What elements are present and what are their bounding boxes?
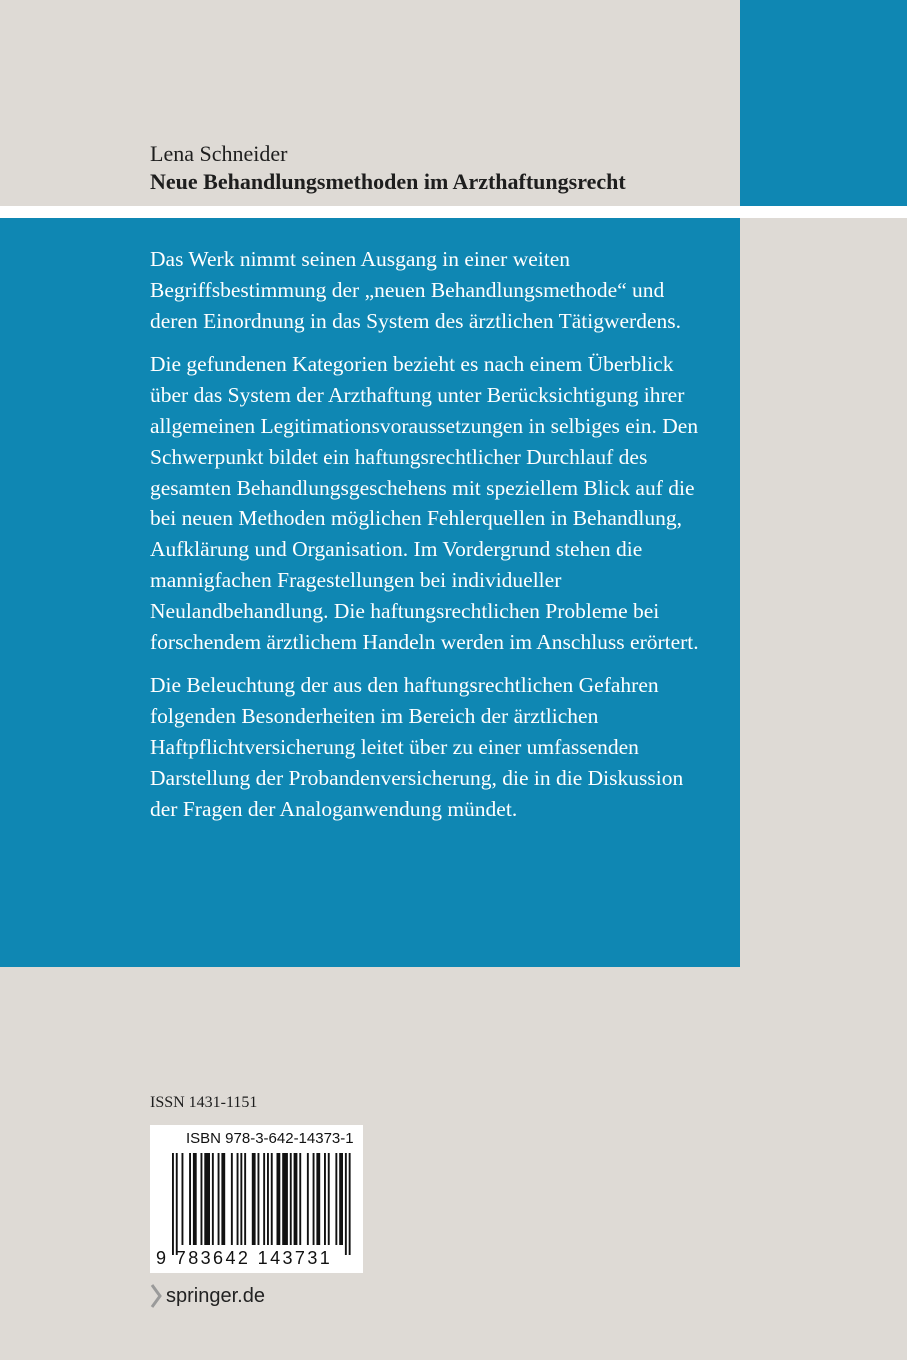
barcode-bar <box>349 1153 351 1255</box>
barcode-bar <box>212 1153 214 1245</box>
issn-label: ISSN 1431-1151 <box>150 1094 258 1111</box>
cover-header <box>150 140 735 196</box>
barcode-bar <box>176 1153 178 1255</box>
barcode-bar <box>258 1153 260 1245</box>
barcode-bar <box>240 1153 242 1245</box>
author-name: Lena Schneider <box>150 141 288 166</box>
barcode-bar <box>252 1153 256 1245</box>
barcode-bar <box>324 1153 326 1245</box>
publisher-link[interactable] <box>150 1283 265 1309</box>
barcode-bar <box>189 1153 191 1245</box>
isbn-label: ISBN 978-3-642-14373-1 <box>186 1130 354 1147</box>
book-title: Neue Behandlungsmethoden im Arzthaftungsrecht <box>150 169 626 194</box>
barcode-bar <box>339 1153 343 1245</box>
publisher-name: springer.de <box>166 1284 265 1307</box>
barcode-bar <box>263 1153 265 1245</box>
barcode-bar <box>172 1153 174 1255</box>
barcode-bar <box>316 1153 320 1245</box>
barcode-bar <box>201 1153 203 1245</box>
blurb-paragraph-3: Die Beleuchtung der aus den haftungsrechtlichen Gefahren folgenden Besonderheiten im Bereich der ärztlichen Haftpflichtversicherung leitet über zu einer umfassenden Darstellung der Probandenversicherung, die in die Diskussion der Fragen der Analoganwendung mündet. <box>150 673 684 821</box>
blurb-panel <box>0 218 740 967</box>
barcode-bar <box>182 1153 184 1245</box>
blurb-paragraph-2: Die gefundenen Kategorien bezieht es nach einem Überblick über das System der Arzthaftung unter Berücksichtigung ihrer allgemeinen Legitimationsvoraussetzungen in selbiges ein. Den Schwerpunkt bildet ein haftungsrechtlicher Durchlauf des gesamten Behandlungsgeschehens mit speziellem Blick auf die bei neuen Methoden möglichen Fehlerquellen in Behandlung, Aufklärung und Organisation. Im Vordergrund stehen die mannigfachen Fragestellungen bei individueller Neulandbehandlung. Die haftungsrechtlichen Probleme bei forschendem ärztlichem Handeln werden im Anschluss erörtert. <box>150 352 699 654</box>
barcode-bar <box>218 1153 220 1245</box>
barcode-bar <box>231 1153 233 1245</box>
divider-band <box>0 206 907 218</box>
barcode-bar <box>221 1153 225 1245</box>
barcode-bar <box>299 1153 301 1245</box>
barcode-bar <box>294 1153 298 1245</box>
barcode-bar <box>328 1153 330 1245</box>
barcode-bar <box>277 1153 281 1245</box>
blurb-paragraph-1: Das Werk nimmt seinen Ausgang in einer weiten Begriffsbestimmung der „neuen Behandlungsmethode“ und deren Einordnung in das System des ärztlichen Tätigwerdens. <box>150 247 681 333</box>
barcode-bar <box>204 1153 210 1245</box>
barcode-bar <box>244 1153 246 1245</box>
barcode-bar <box>267 1153 269 1245</box>
barcode <box>150 1125 363 1273</box>
barcode-digits: 9 783642 143731 <box>156 1248 333 1268</box>
barcode-bar <box>290 1153 292 1245</box>
chevron-right-icon <box>150 1284 162 1308</box>
barcode-bar <box>345 1153 347 1255</box>
barcode-bar <box>335 1153 337 1245</box>
barcode-bar <box>193 1153 197 1245</box>
barcode-bar <box>307 1153 309 1245</box>
blurb-text <box>150 244 710 837</box>
barcode-bar <box>313 1153 315 1245</box>
accent-block <box>740 0 907 206</box>
barcode-bar <box>271 1153 273 1245</box>
barcode-bar <box>237 1153 239 1245</box>
barcode-bar <box>282 1153 288 1245</box>
